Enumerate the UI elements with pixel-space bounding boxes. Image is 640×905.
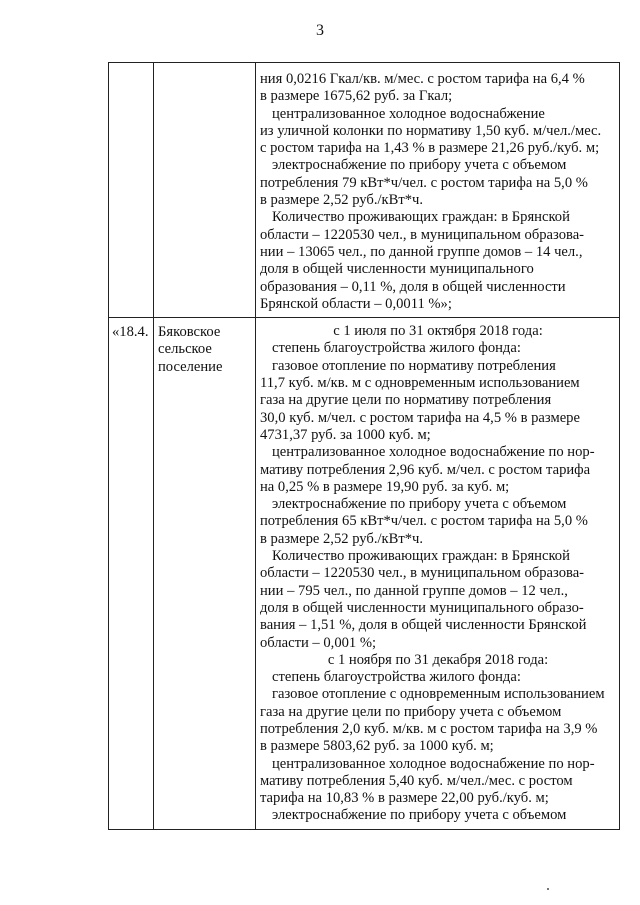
row-number-cell (109, 63, 154, 318)
tariff-description-cell (256, 63, 620, 318)
text-line: мативу потребления 5,40 куб. м/чел./мес. с ростом (260, 772, 573, 789)
text-line: Брянской области – 0,0011 %»; (260, 295, 452, 312)
text-line: области – 0,001 %; (260, 634, 377, 651)
text-line: мативу потребления 2,96 куб. м/чел. с ростом тарифа (260, 461, 591, 478)
tariff-description-cell (256, 318, 620, 830)
text-line: ния 0,0216 Гкал/кв. м/мес. с ростом тарифа на 6,4 % (260, 71, 585, 87)
text-line: доля в общей численности муниципального образо- (260, 599, 584, 616)
text-line: газа на другие цели по прибору учета с объемом (260, 703, 562, 720)
text-line: потребления 65 кВт*ч/чел. с ростом тарифа на 5,0 % (260, 513, 588, 530)
text-line: в размере 2,52 руб./кВт*ч. (260, 530, 424, 547)
text-line: доля в общей численности муниципального (260, 261, 534, 278)
text-line: Количество проживающих граждан: в Брянской (272, 209, 570, 226)
page-number: 3 (316, 22, 324, 39)
settlement-name-line: Бяковское (158, 324, 221, 341)
text-line: 30,0 куб. м/чел. с ростом тарифа на 4,5 % в размере (260, 409, 580, 426)
text-line: образования – 0,11 %, доля в общей численности (260, 278, 566, 295)
text-line: потребления 79 кВт*ч/чел. с ростом тарифа на 5,0 % (260, 174, 588, 191)
text-line: электроснабжение по прибору учета с объемом (272, 496, 567, 513)
text-line: потребления 2,0 куб. м/кв. м с ростом тарифа на 3,9 % (260, 720, 598, 737)
text-line: степень благоустройства жилого фонда: (272, 340, 521, 357)
scan-mark (547, 888, 549, 890)
text-line: Количество проживающих граждан: в Брянской (272, 548, 570, 565)
text-line: степень благоустройства жилого фонда: (272, 669, 521, 686)
text-line: 4731,37 руб. за 1000 куб. м; (260, 426, 431, 443)
text-line: с ростом тарифа на 1,43 % в размере 21,26 руб./куб. м; (260, 140, 600, 157)
row-number-cell: «18.4. (109, 318, 154, 830)
text-line: нии – 795 чел., по данной группе домов – 12 чел., (260, 582, 568, 599)
text-line: газовое отопление с одновременным использованием (272, 686, 605, 703)
settlement-name-line: сельское (158, 341, 212, 358)
text-line: газовое отопление по нормативу потребления (272, 357, 556, 374)
text-line: области – 1220530 чел., в муниципальном образова- (260, 226, 585, 243)
text-line: из уличной колонки по нормативу 1,50 куб. м/чел./мес. (260, 122, 602, 139)
text-line: электроснабжение по прибору учета с объемом (272, 807, 567, 824)
text-line: 11,7 куб. м/кв. м с одновременным использованием (260, 375, 580, 392)
text-line: в размере 1675,62 руб. за Гкал; (260, 88, 453, 105)
text-line: централизованное холодное водоснабжение (272, 105, 545, 122)
period-heading: с 1 ноября по 31 декабря 2018 года: (327, 651, 549, 668)
text-line: централизованное холодное водоснабжение по нор- (272, 755, 595, 772)
settlement-name-line: поселение (158, 358, 223, 375)
text-line: в размере 5803,62 руб. за 1000 куб. м; (260, 738, 494, 755)
text-line: в размере 2,52 руб./кВт*ч. (260, 192, 424, 209)
tariff-table-body (109, 63, 620, 830)
table-row (109, 63, 620, 318)
settlement-name-cell (154, 318, 256, 830)
tariff-table (108, 62, 620, 830)
text-line: вания – 1,51 %, доля в общей численности Брянской (260, 617, 587, 634)
text-line: централизованное холодное водоснабжение по нор- (272, 444, 595, 461)
text-line: на 0,25 % в размере 19,90 руб. за куб. м; (260, 478, 510, 495)
settlement-name-cell (154, 63, 256, 318)
text-line: электроснабжение по прибору учета с объемом (272, 157, 567, 174)
text-line: нии – 13065 чел., по данной группе домов – 14 чел., (260, 243, 583, 260)
table-row (109, 318, 620, 830)
period-heading: с 1 июля по 31 октября 2018 года: (333, 323, 543, 340)
text-line: области – 1220530 чел., в муниципальном образова- (260, 565, 585, 582)
text-line: газа на другие цели по нормативу потребления (260, 392, 552, 409)
text-line: тарифа на 10,83 % в размере 22,00 руб./куб. м; (260, 790, 549, 807)
